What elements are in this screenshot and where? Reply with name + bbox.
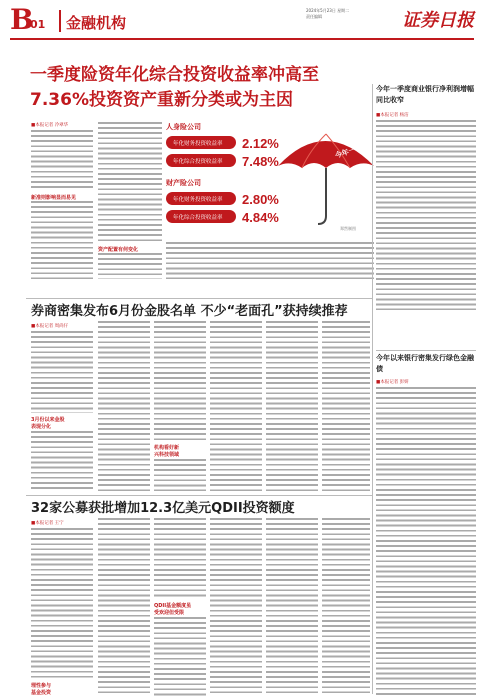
story3-top-rule xyxy=(26,495,372,496)
sidebar-headline-1: 今年一季度商业银行净利润增幅同比收窄 xyxy=(376,85,474,104)
main-text-col1a xyxy=(31,130,93,190)
main-byline: ■本报记者 冷翠华 xyxy=(31,123,69,128)
story2-col1a xyxy=(31,331,93,413)
story3-col4 xyxy=(210,518,262,696)
story3-col5 xyxy=(266,518,318,696)
row-label-4: 年化综合投资收益率 xyxy=(173,215,223,221)
main-subhead-2: 资产配置有何变化 xyxy=(98,247,139,253)
story2-subhead-1b: 表现分化 xyxy=(31,424,52,430)
sidebar-text-1 xyxy=(376,120,476,310)
story2-subhead-1a: 3月份以来金股 xyxy=(31,417,65,423)
row-value-3: 2.80% xyxy=(242,192,279,207)
row-value-1: 2.12% xyxy=(242,136,279,151)
row-value-4: 4.84% xyxy=(242,210,279,225)
story3-subhead-1a: QDII基金额度虽 xyxy=(154,603,192,609)
row-label-1: 年化财务投资收益率 xyxy=(173,141,223,147)
story2-col4 xyxy=(210,321,262,491)
chart-credit: 郑然制图 xyxy=(340,226,356,231)
story3-subhead-1b: 受欢迎但受限 xyxy=(154,610,185,616)
sidebar-divider xyxy=(372,84,373,694)
sidebar-rule xyxy=(376,350,476,351)
story3-headline: 32家公募获批增加12.3亿美元QDII投资额度 xyxy=(31,501,295,516)
story3-byline: ■本报记者 王宁 xyxy=(31,521,64,526)
property-insurer-title: 财产险公司 xyxy=(166,179,201,187)
header-rule xyxy=(10,38,474,40)
row-pill-2 xyxy=(166,154,236,167)
story2-top-rule xyxy=(26,298,372,299)
row-value-2: 7.48% xyxy=(242,154,279,169)
story3-subhead-3b: 基金投资 xyxy=(31,690,52,696)
main-text-col1b xyxy=(31,201,93,279)
life-insurer-title: 人身险公司 xyxy=(166,123,201,131)
story2-col1b xyxy=(31,431,93,491)
row-pill-3 xyxy=(166,192,236,205)
section-letter: B xyxy=(10,3,34,36)
masthead xyxy=(0,0,484,46)
umbrella-illustration xyxy=(270,124,380,234)
story2-col2 xyxy=(98,321,150,491)
sidebar-headline-2: 今年以来银行密集发行绿色金融债 xyxy=(376,354,474,373)
umbrella-label: 今年一季度 xyxy=(334,141,370,160)
issue-meta xyxy=(306,8,396,20)
story2-subhead-2b: 兴科技领域 xyxy=(154,452,180,458)
row-label-3: 年化财务投资收益率 xyxy=(173,197,223,203)
section-divider xyxy=(59,10,61,32)
row-pill-1 xyxy=(166,136,236,149)
sidebar-byline-1: ■本报记者 杨洁 xyxy=(376,113,409,118)
sidebar-byline-2: ■本报记者 彭妍 xyxy=(376,380,409,385)
story2-col5 xyxy=(266,321,318,491)
newspaper-logo: 证券日报 xyxy=(402,10,474,31)
issue-date: 2024年5月23日 星期二 xyxy=(306,8,350,13)
main-headline: 一季度险资年化综合投资收益率冲高至7.36%投资资产重新分类或为主因 xyxy=(30,65,319,110)
story2-byline: ■本报记者 周尚仔 xyxy=(31,324,69,329)
issue-editor: 责任编辑 xyxy=(306,14,322,19)
story3-subhead-3a: 理性参与 xyxy=(31,683,52,689)
section-name: 金融机构 xyxy=(66,14,127,32)
main-subhead-1: 新准则影响显而易见 xyxy=(31,195,77,201)
story3-col3a xyxy=(154,518,206,598)
main-text-col2b xyxy=(98,253,162,279)
row-pill-4 xyxy=(166,210,236,223)
story3-col1a xyxy=(31,528,93,678)
story2-col3b xyxy=(154,459,206,491)
story3-col6 xyxy=(322,518,370,696)
umbrella-handle xyxy=(318,216,326,224)
story2-col3a xyxy=(154,321,206,441)
sidebar-text-2 xyxy=(376,387,476,697)
section-number: 01 xyxy=(30,18,46,31)
story2-col6 xyxy=(322,321,370,491)
row-label-2: 年化综合投资收益率 xyxy=(173,159,223,165)
story2-subhead-2a: 机构看好新 xyxy=(154,445,180,451)
main-text-col2a xyxy=(98,122,162,242)
story3-col2 xyxy=(98,518,150,696)
story2-headline: 券商密集发布6月份金股名单 不少“老面孔”获持续推荐 xyxy=(31,304,348,319)
story3-col3b xyxy=(154,617,206,696)
main-text-bottom xyxy=(166,242,374,279)
